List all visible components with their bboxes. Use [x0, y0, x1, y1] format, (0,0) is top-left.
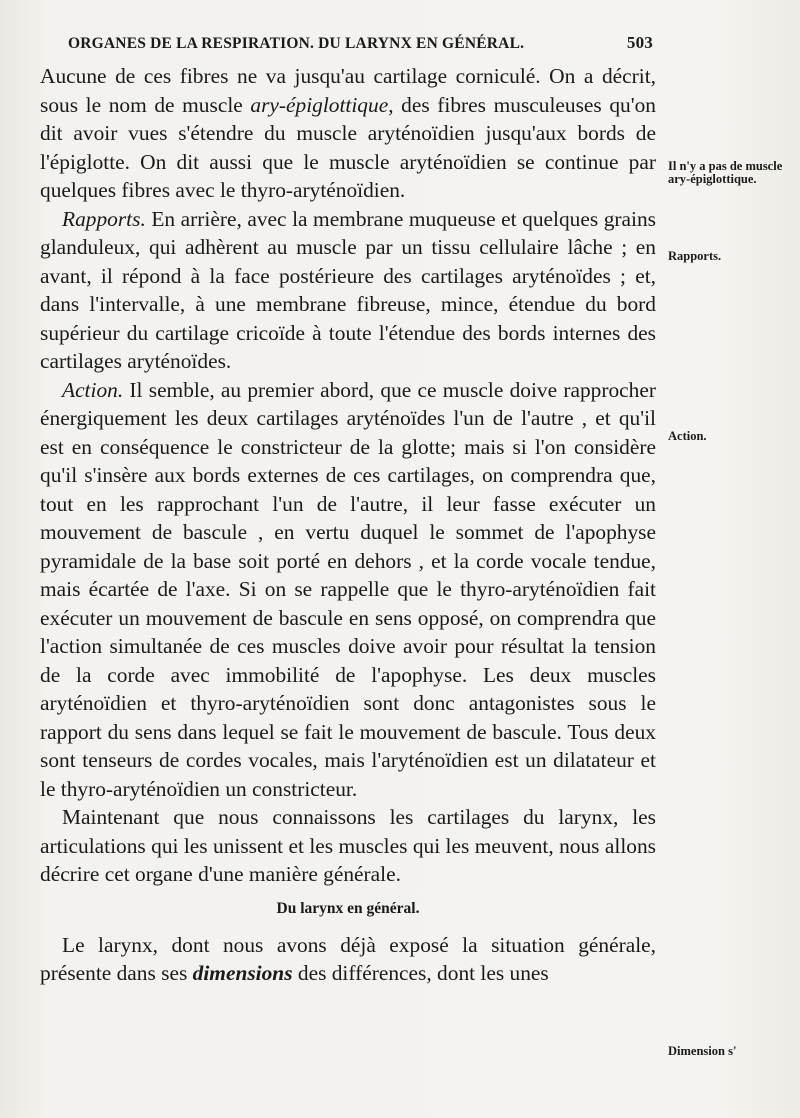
- paragraph-larynx: [40, 931, 656, 988]
- body-text: [40, 62, 656, 988]
- paragraph-1-text-b: , des fibres musculeuses qu'on dit avoir vues s'étendre du muscle aryténoïdien jusqu'aux bords de l'épiglotte. On dit aussi que le muscle aryténoïdien se continue par quelques fibres avec le thyro-aryténoïdien.: [40, 92, 656, 202]
- margin-note-action: Action.: [668, 429, 707, 443]
- running-head: [68, 33, 653, 53]
- term-dimensions: dimensions: [192, 961, 293, 985]
- margin-note-dimensions: Dimension s': [668, 1044, 737, 1058]
- heading-action: Action.: [62, 377, 124, 402]
- paragraph-maintenant-text: Maintenant que nous connaissons les cartilages du larynx, les articulations qui les unissent et les muscles qui les meuvent, nous allons décrire cet organe d'une manière générale.: [40, 805, 656, 886]
- paragraph-maintenant: [40, 803, 656, 889]
- paragraph-action-text: Il semble, au premier abord, que ce muscle doive rapprocher énergiquement les deux cartilages aryténoïdes l'un de l'autre , et qu'il est en conséquence le constricteur de la glotte; mais si l'on considère qu'il s'insère aux bords externes de ces cartilages, on comprendra que, tout en les rapprochant l'un de l'autre, il leur fasse exécuter un mouvement de bascule , en vertu duquel le sommet de l'apophyse pyramidale de la base soit porté en dehors , et la corde vocale tendue, mais écartée de l'axe. Si on se rappelle que le thyro-aryténoïdien fait exécuter un mouvement de bascule en sens opposé, on comprendra que l'action simultanée de ces muscles doive avoir pour résultat la tension de la corde avec immobilité de l'apophyse. Les deux muscles aryténoïdien et thyro-aryténoïdien sont donc antagonistes sous le rapport du sens dans lequel se fait le mouvement de bascule. Tous deux sont tenseurs de cordes vocales, mais l'aryténoïdien est un dilatateur et le thyro-aryténoïdien un constricteur.: [40, 377, 656, 801]
- running-head-title: ORGANES DE LA RESPIRATION. DU LARYNX EN GÉNÉRAL.: [68, 35, 525, 52]
- paragraph-rapports: [40, 205, 656, 376]
- paragraph-action: [40, 376, 656, 804]
- paragraph-rapports-text: En arrière, avec la membrane muqueuse et quelques grains glanduleux, qui adhèrent au muscle par un tissu cellulaire lâche ; en avant, il répond à la face postérieure des cartilages aryténoïdes ; et, dans l'intervalle, à une membrane fibreuse, mince, étendue du bord supérieur du cartilage cricoïde à toute l'étendue des bords internes des cartilages aryténoïdes.: [40, 206, 656, 373]
- page-number: 503: [626, 33, 653, 52]
- paragraph-larynx-text-b: des différences, dont les unes: [292, 961, 549, 985]
- section-title: Du larynx en général.: [276, 899, 420, 917]
- margin-note-rapports: Rapports.: [668, 249, 722, 263]
- heading-rapports: Rapports.: [62, 206, 146, 231]
- paragraph-larynx-text-a: Le larynx, dont nous avons déjà exposé la situation générale, présente dans ses: [40, 932, 656, 985]
- term-ary-epiglottique: ary-épiglottique: [250, 92, 389, 117]
- margin-note-ary-epiglottique: Il n'y a pas de muscle ary-épiglottique.: [668, 159, 783, 186]
- paragraph-1-text-a: Aucune de ces fibres ne va jusqu'au cartilage corniculé. On a décrit, sous le nom de muscle: [40, 64, 656, 117]
- paragraph-1: [40, 62, 656, 205]
